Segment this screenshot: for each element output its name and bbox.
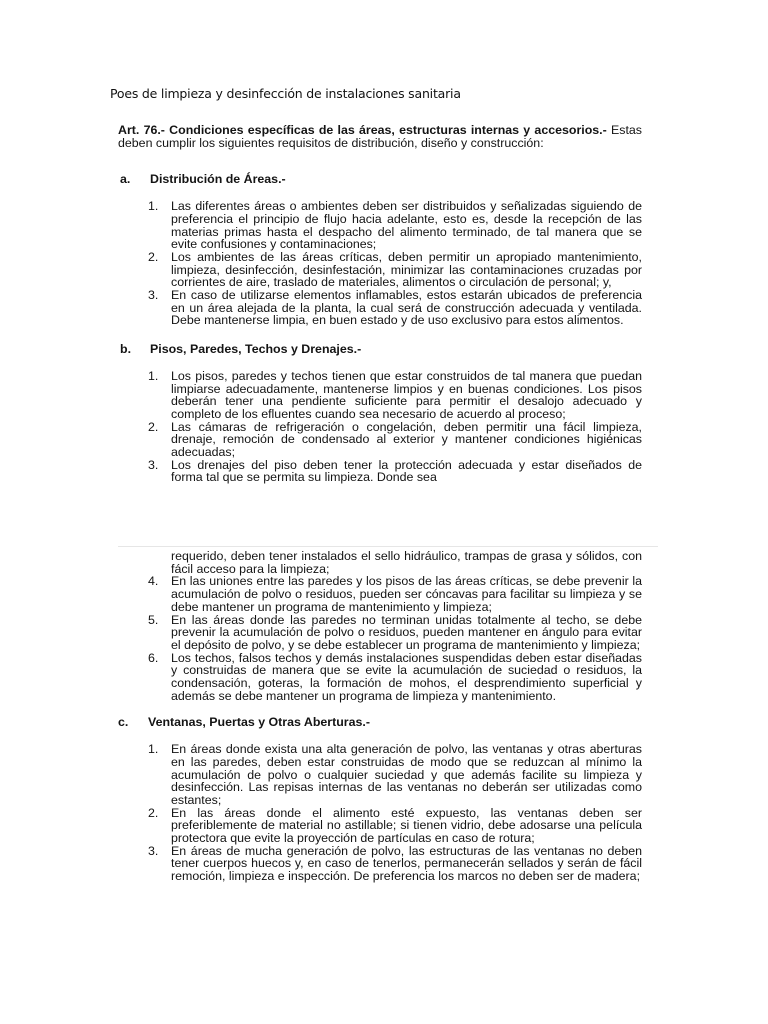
item-number: 1. — [148, 199, 159, 214]
article-intro: Estas deben cumplir los siguientes requisitos de distribución, diseño y construcción: — [118, 124, 642, 150]
item-number: 2. — [148, 249, 159, 264]
item-text: Las cámaras de refrigeración o congelación, deben permitir una fácil limpieza, drenaje, remoción de condensado al exterior y mantener condiciones higiénicas adecuadas; — [171, 419, 642, 460]
item-number: 1. — [148, 368, 159, 383]
list-item — [148, 652, 642, 703]
item-text: Las diferentes áreas o ambientes deben ser distribuidos y señalizadas siguiendo de preferencia el principio de flujo hacia adelante, esto es, desde la recepción de las materias primas hasta el despacho del alimento terminado, de tal manera que se evite confusiones y contaminaciones; — [171, 199, 642, 252]
document-title: Poes de limpieza y desinfección de instalaciones sanitaria — [110, 86, 461, 101]
section-c-list — [118, 743, 658, 883]
item-text: En las uniones entre las paredes y los pisos de las áreas críticas, se debe prevenir la acumulación de polvo o residuos, pueden ser cóncavas para facilitar su limpieza y se debe mantener un programa de mantenimiento y limpieza; — [171, 574, 642, 614]
item-text: En áreas donde exista una alta generación de polvo, las ventanas y otras aberturas en las paredes, deben estar construidas de modo que se reduzcan al mínimo la acumulación de polvo o cualquier suciedad y que además facilite su limpieza y desinfección. Las repisas internas de las ventanas no deberán ser utilizadas como estantes; — [171, 742, 642, 807]
section-title: Pisos, Paredes, Techos y Drenajes.- — [150, 342, 362, 357]
section-heading-c — [118, 716, 658, 729]
item-text: En las áreas donde el alimento esté expuesto, las ventanas deben ser preferiblemente de material no astillable; si tienen vidrio, debe adosarse una película protectora que evite la proyección de partículas en caso de rotura; — [171, 805, 642, 846]
list-item — [148, 289, 642, 327]
section-letter: b. — [120, 342, 132, 357]
item-number: 1. — [148, 742, 159, 757]
list-item — [148, 251, 642, 289]
list-item — [148, 743, 642, 807]
list-item — [148, 845, 642, 883]
item-text: En áreas de mucha generación de polvo, las estructuras de las ventanas no deben tener cuerpos huecos y, en caso de tenerlos, permanecerán sellados y serán de fácil remoción, limpieza e inspección. De preferencia los marcos no deben ser de madera; — [171, 843, 642, 884]
item-text: Los drenajes del piso deben tener la protección adecuada y estar diseñados de forma tal que se permita su limpieza. Donde sea — [171, 457, 642, 485]
section-heading-b — [118, 343, 658, 356]
list-item — [148, 807, 642, 845]
scan-excerpt-top — [118, 124, 658, 514]
section-heading-a — [118, 173, 658, 186]
item-text: Los techos, falsos techos y demás instalaciones suspendidas deben estar diseñadas y construidas de manera que se evite la acumulación de suciedad o residuos, la condensación, goteras, la formación de mohos, el desprendimiento superficial y además se debe mantener un programa de limpieza y mantenimiento. — [171, 650, 642, 703]
scan-excerpt-bottom — [118, 550, 658, 950]
section-title: Ventanas, Puertas y Otras Aberturas.- — [148, 715, 370, 730]
article-paragraph — [118, 124, 642, 149]
list-item — [148, 421, 642, 459]
list-item — [148, 459, 642, 484]
section-b-list — [118, 370, 658, 484]
item-number: 2. — [148, 419, 159, 434]
item-text: Los pisos, paredes y techos tienen que estar construidos de tal manera que puedan limpiarse adecuadamente, mantenerse limpios y en buenas condiciones. Los pisos deberán tener una pendiente suficiente para permitir el desalojo adecuado y completo de los efluentes cuando sea necesario de acuerdo al proceso; — [171, 368, 642, 421]
article-heading: Art. 76.- Condiciones específicas de las áreas, estructuras internas y accesorios.- — [118, 124, 607, 137]
item-text: Los ambientes de las áreas críticas, deben permitir un apropiado mantenimiento, limpieza, desinfección, desinfestación, minimizar las contaminaciones cruzadas por corrientes de aire, traslado de materiales, alimentos o circulación de personal; y, — [171, 249, 642, 290]
list-item — [148, 575, 642, 613]
list-item — [148, 614, 642, 652]
item-text: En caso de utilizarse elementos inflamables, estos estarán ubicados de preferencia en un área alejada de la planta, la cual será de construcción adecuada y ventilada. Debe mantenerse limpia, en buen estado y de uso exclusivo para estos alimentos. — [171, 288, 642, 328]
section-letter: a. — [120, 172, 131, 187]
item-number: 3. — [148, 457, 159, 472]
item-number: 4. — [148, 574, 159, 589]
section-title: Distribución de Áreas.- — [150, 172, 286, 187]
page-break-divider — [118, 546, 658, 547]
item-number: 2. — [148, 805, 159, 820]
section-b-list-continued — [118, 575, 658, 702]
list-item — [148, 370, 642, 421]
item-number: 5. — [148, 612, 159, 627]
list-item — [148, 200, 642, 251]
item-text: En las áreas donde las paredes no terminan unidas totalmente al techo, se debe prevenir la acumulación de polvo o residuos, pueden mantener en ángulo para evitar el depósito de polvo, y se debe establecer un programa de mantenimiento y limpieza; — [171, 612, 642, 652]
item-number: 3. — [148, 288, 159, 303]
item-continuation: requerido, deben tener instalados el sello hidráulico, trampas de grasa y sólidos, con fácil acceso para la limpieza; — [171, 550, 642, 576]
item-number: 6. — [148, 650, 159, 665]
section-a-list — [118, 200, 658, 327]
item-number: 3. — [148, 843, 159, 858]
section-letter: c. — [118, 715, 129, 730]
